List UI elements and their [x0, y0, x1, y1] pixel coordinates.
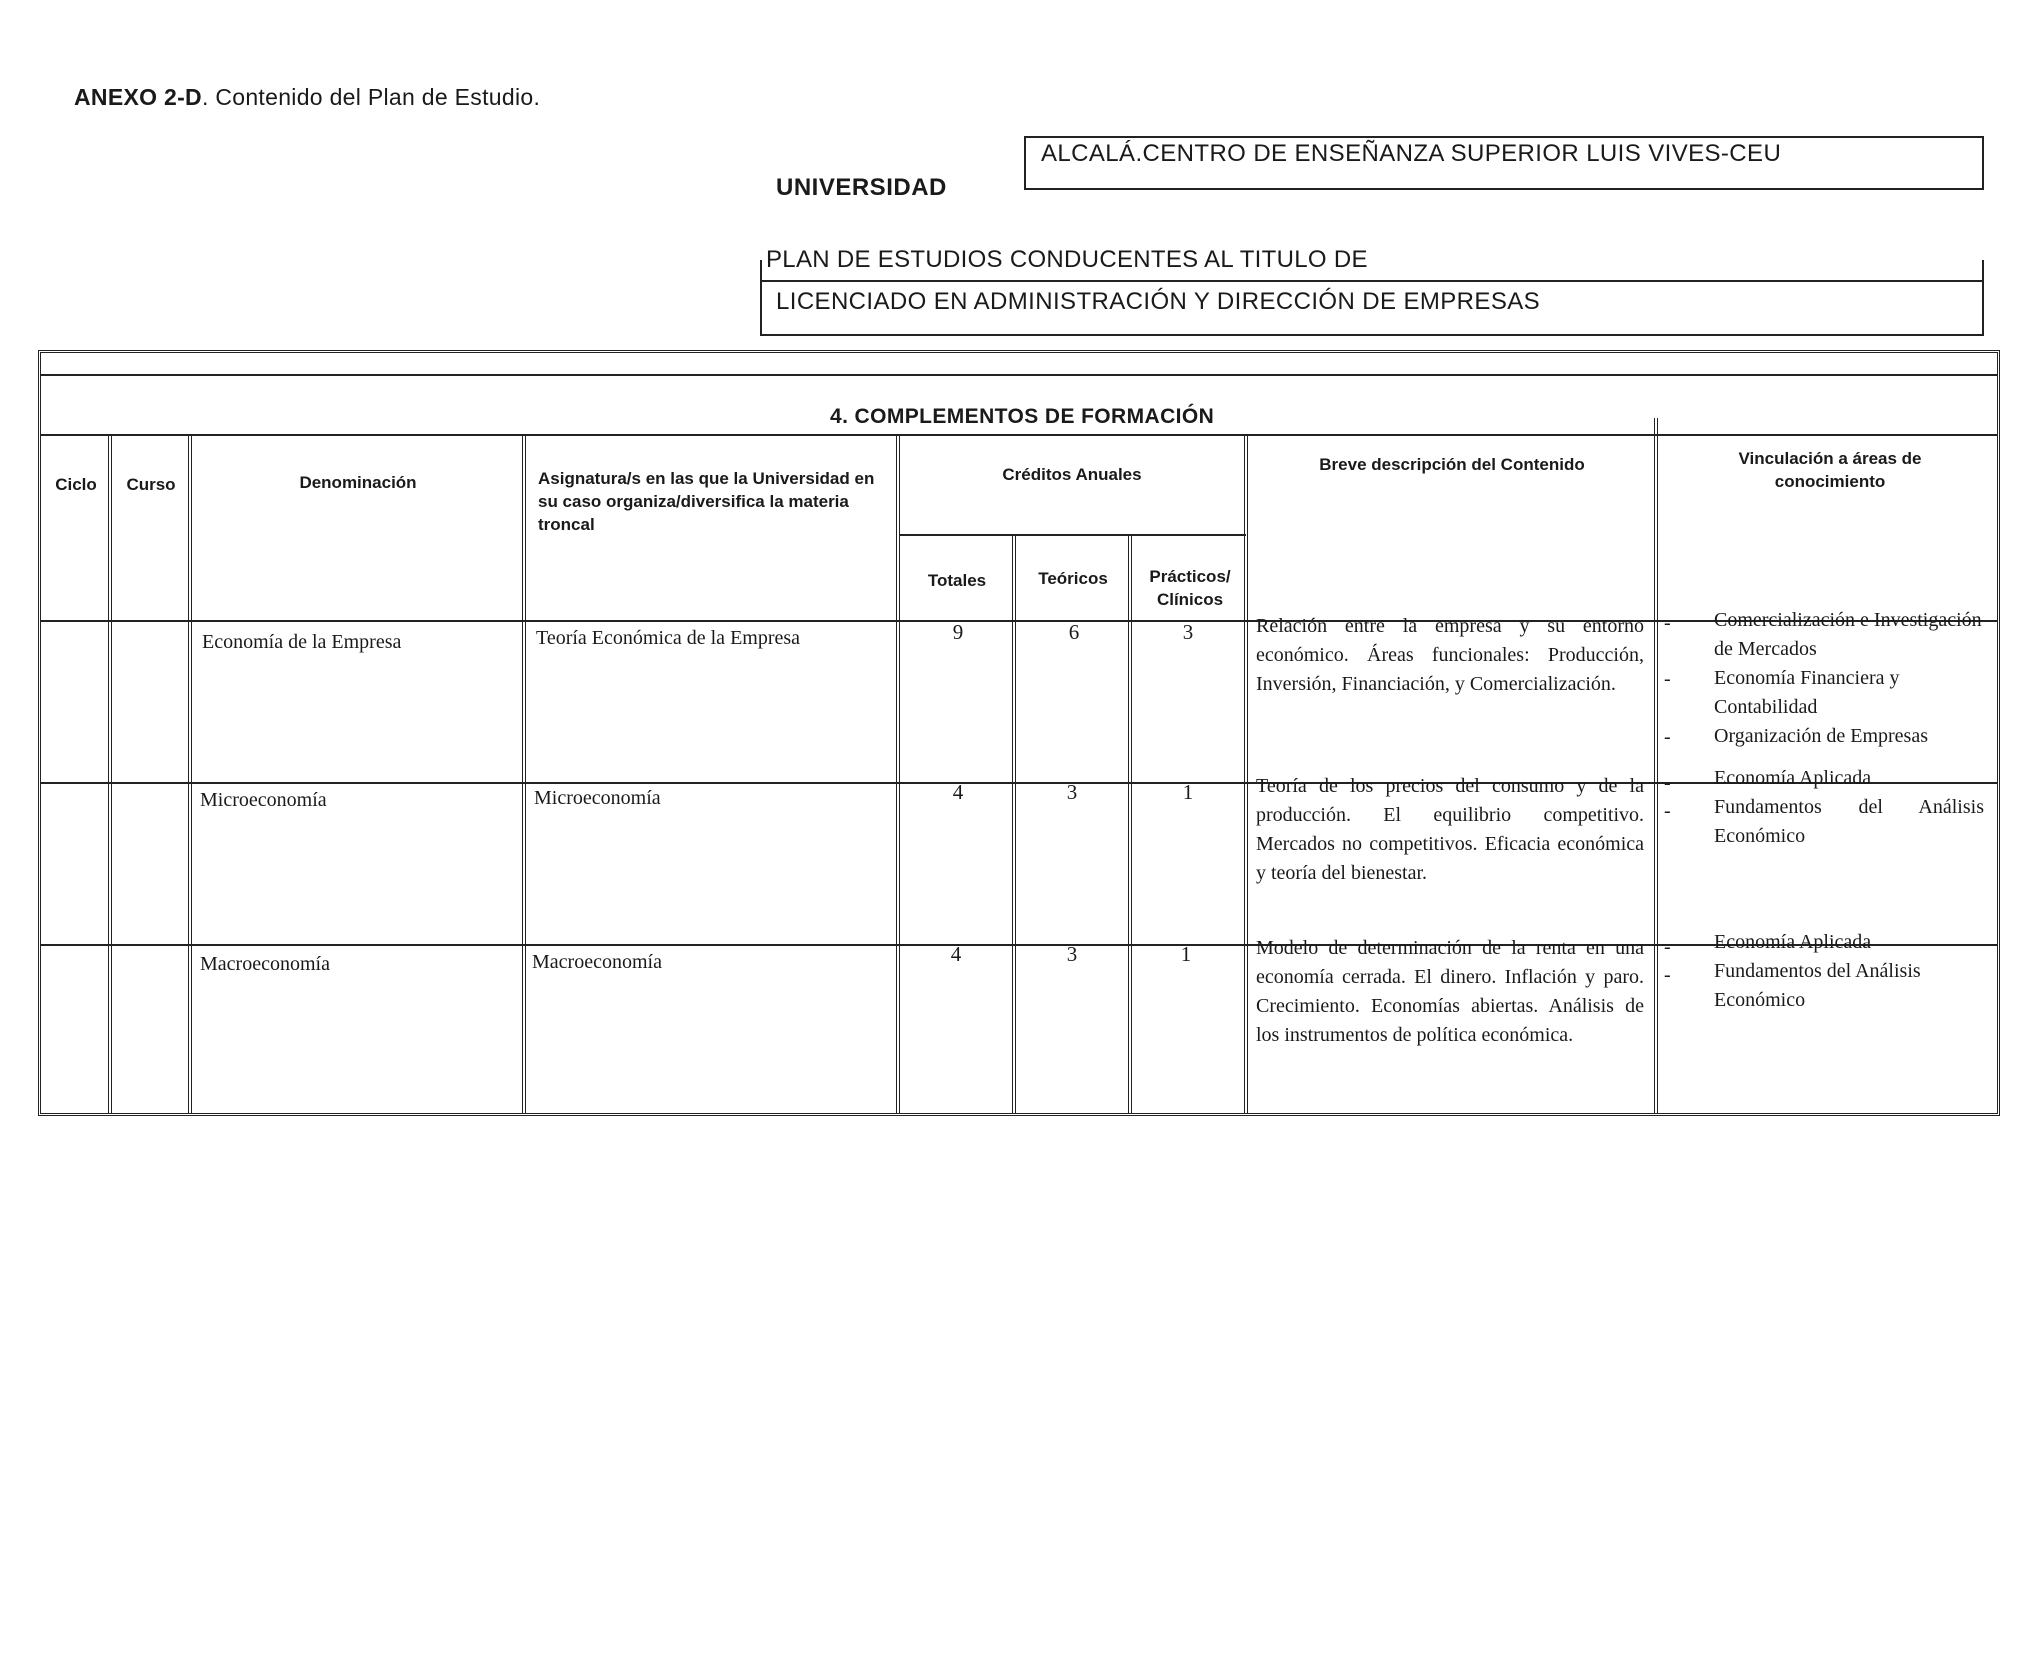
- row3-asignatura: Macroeconomía: [532, 951, 662, 973]
- header-curso: Curso: [126, 475, 176, 494]
- header-totales: Totales: [927, 571, 987, 590]
- row2-areas: [1714, 764, 1984, 851]
- row3-denominacion: Macroeconomía: [200, 953, 330, 975]
- credits-sub-header-line: [900, 534, 1246, 536]
- col-divider: [108, 436, 112, 1114]
- row1-teoricos: 6: [1068, 620, 1080, 644]
- degree-value: LICENCIADO EN ADMINISTRACIÓN Y DIRECCIÓN DE EMPRESAS: [776, 288, 1541, 315]
- col-divider: [896, 436, 900, 1114]
- row2-descripcion: Teoría de los precios del consumo y de la producción. El equilibrio competitivo. Mercados no competitivos. Eficacia económica y teoría del bienestar.: [1256, 775, 1644, 884]
- row1-area-bullet: -: [1664, 668, 1671, 690]
- area-item: Economía Aplicada: [1714, 931, 1872, 953]
- header-denominacion: Denominación: [299, 473, 417, 492]
- row3-areas: [1714, 928, 1984, 1015]
- row3-teoricos: 3: [1066, 942, 1078, 966]
- col-divider: [1654, 418, 1658, 1114]
- area-item: Fundamentos del Análisis Económico: [1714, 796, 1984, 847]
- col-divider: [188, 436, 192, 1114]
- row1-denominacion: Economía de la Empresa: [202, 631, 402, 653]
- row2-teoricos: 3: [1066, 780, 1078, 804]
- header-ciclo: Ciclo: [55, 475, 97, 494]
- row-divider: [40, 782, 1998, 784]
- header-teoricos: Teóricos: [1038, 569, 1108, 588]
- row3-practicos: 1: [1180, 942, 1192, 966]
- col-divider: [522, 436, 526, 1114]
- university-label: UNIVERSIDAD: [776, 174, 947, 201]
- row2-totales: 4: [952, 780, 964, 804]
- row3-descripcion: Modelo de determinación de la renta en una economía cerrada. El dinero. Inflación y paro. Crecimiento. Economías abiertas. Análisis de los instrumentos de política económica.: [1256, 937, 1644, 1046]
- area-item: Comercialización e Investigación de Mercados: [1714, 609, 1982, 660]
- area-item: Economía Aplicada: [1714, 767, 1872, 789]
- plan-label: PLAN DE ESTUDIOS CONDUCENTES AL TITULO DE: [766, 246, 1368, 273]
- row1-area-bullet: -: [1664, 726, 1671, 748]
- header-practicos: Prácticos/ Clínicos: [1149, 567, 1231, 609]
- row-divider: [40, 944, 1998, 946]
- row1-areas: [1714, 606, 1984, 751]
- row3-totales: 4: [950, 942, 962, 966]
- row1-descripcion: Relación entre la empresa y su entorno económico. Áreas funcionales: Producción, Inversión, Financiación, y Comercialización.: [1256, 615, 1644, 695]
- row2-asignatura: Microeconomía: [534, 787, 661, 809]
- area-item: Fundamentos del Análisis Económico: [1714, 960, 1921, 1011]
- header-creditos: Créditos Anuales: [1002, 465, 1142, 484]
- section-title-underline: [40, 434, 1998, 436]
- header-descripcion: Breve descripción del Contenido: [1319, 455, 1585, 474]
- annex-title-bold: ANEXO 2-D: [74, 84, 202, 110]
- row2-practicos: 1: [1182, 780, 1194, 804]
- row3-area-bullet: -: [1664, 936, 1671, 958]
- row3-area-bullet: -: [1664, 964, 1671, 986]
- header-asignatura: Asignatura/s en las que la Universidad en su caso organiza/diversifica la materia troncal: [538, 469, 875, 534]
- university-box: [1024, 136, 1984, 190]
- annex-title-rest: . Contenido del Plan de Estudio.: [201, 84, 541, 110]
- header-bottom-line: [40, 620, 1998, 622]
- section-title: 4. COMPLEMENTOS DE FORMACIÓN: [830, 405, 1215, 428]
- annex-title: [74, 84, 540, 111]
- university-value: ALCALÁ.CENTRO DE ENSEÑANZA SUPERIOR LUIS VIVES-CEU: [1041, 140, 1782, 167]
- row1-area-bullet: -: [1664, 612, 1671, 634]
- row2-denominacion: Microeconomía: [200, 789, 327, 811]
- area-item: Economía Financiera y Contabilidad: [1714, 667, 1900, 718]
- header-vinculacion: Vinculación a áreas de conocimiento: [1738, 449, 1922, 491]
- col-divider: [1244, 436, 1248, 1114]
- row1-totales: 9: [952, 620, 964, 644]
- row1-asignatura: Teoría Económica de la Empresa: [536, 627, 801, 649]
- row2-area-bullet: -: [1664, 800, 1671, 822]
- row2-area-bullet: -: [1664, 772, 1671, 794]
- area-item: Organización de Empresas: [1714, 725, 1928, 747]
- row1-practicos: 3: [1182, 620, 1194, 644]
- table-top-inner-line: [40, 374, 1998, 376]
